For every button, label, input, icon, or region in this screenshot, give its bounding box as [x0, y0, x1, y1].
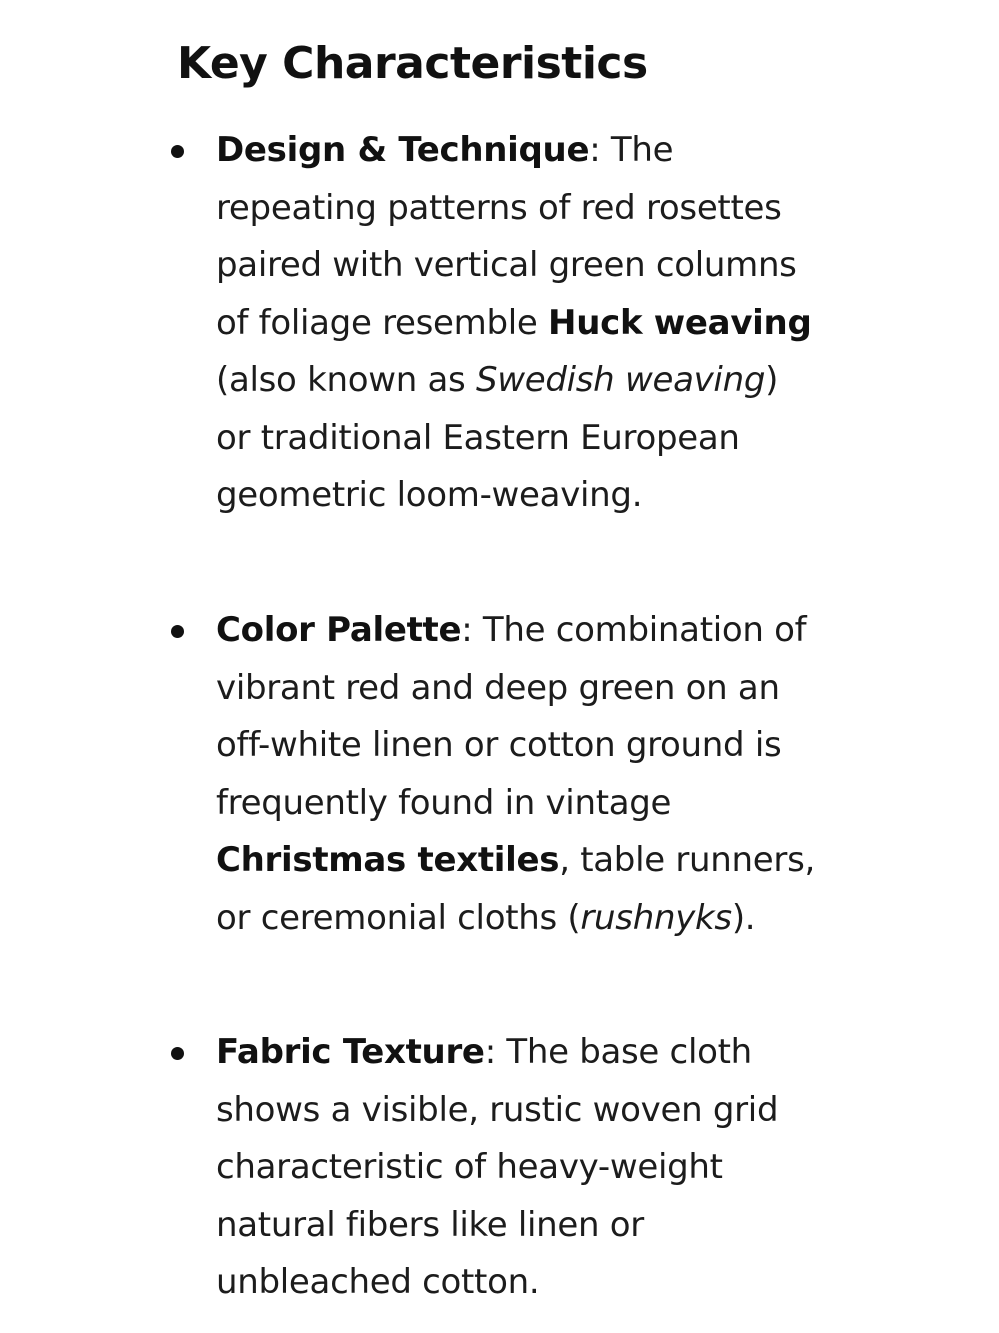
item-text: repeating patterns of red rosettes — [216, 187, 782, 228]
item-line — [216, 890, 856, 948]
emphasis-text: Christmas textiles — [216, 840, 560, 880]
item-text: or traditional Eastern European — [216, 417, 740, 458]
list-item-design-technique — [216, 122, 856, 525]
item-text: paired with vertical green columns — [216, 245, 797, 285]
italic-text: rushnyks — [580, 897, 732, 938]
item-line — [216, 352, 856, 410]
item-text: ). — [731, 897, 756, 938]
item-line — [216, 832, 856, 890]
item-text: unbleached cotton. — [216, 1262, 540, 1302]
item-line — [216, 602, 856, 660]
item-text: The combination of — [472, 610, 807, 650]
item-term: Fabric Texture — [216, 1032, 485, 1072]
list-item-color-palette — [216, 602, 856, 947]
item-text: (also known as — [216, 360, 476, 400]
item-term: Color Palette — [216, 610, 462, 650]
item-text: frequently found in vintage — [216, 782, 672, 823]
bullet-icon — [171, 1047, 184, 1060]
item-text: vibrant red and deep green on an — [216, 667, 780, 708]
emphasis-text: Huck weaving — [548, 302, 812, 343]
item-text: or ceremonial cloths ( — [216, 897, 581, 938]
item-text: The — [600, 130, 674, 170]
item-text: natural fibers like linen or — [216, 1204, 644, 1245]
item-line — [216, 122, 856, 180]
item-line — [216, 1024, 856, 1082]
item-text: of foliage resemble — [216, 302, 549, 343]
term-separator: : — [484, 1032, 496, 1072]
item-term: Design & Technique — [216, 130, 590, 170]
item-text: shows a visible, rustic woven grid — [216, 1089, 779, 1130]
item-text: characteristic of heavy-weight — [216, 1147, 723, 1187]
item-text: ) — [765, 360, 779, 400]
term-separator: : — [461, 610, 473, 650]
bullet-icon — [171, 145, 184, 158]
item-text: geometric loom-weaving. — [216, 475, 643, 515]
italic-text: Swedish weaving — [475, 360, 766, 400]
section-heading: Key Characteristics — [177, 38, 648, 89]
item-text: off-white linen or cotton ground is — [216, 725, 782, 765]
list-item-fabric-texture — [216, 1024, 856, 1312]
item-text: The base cloth — [495, 1032, 752, 1072]
bullet-icon — [171, 625, 184, 638]
item-text: , table runners, — [559, 840, 815, 880]
item-line — [216, 295, 856, 353]
term-separator: : — [589, 130, 601, 170]
